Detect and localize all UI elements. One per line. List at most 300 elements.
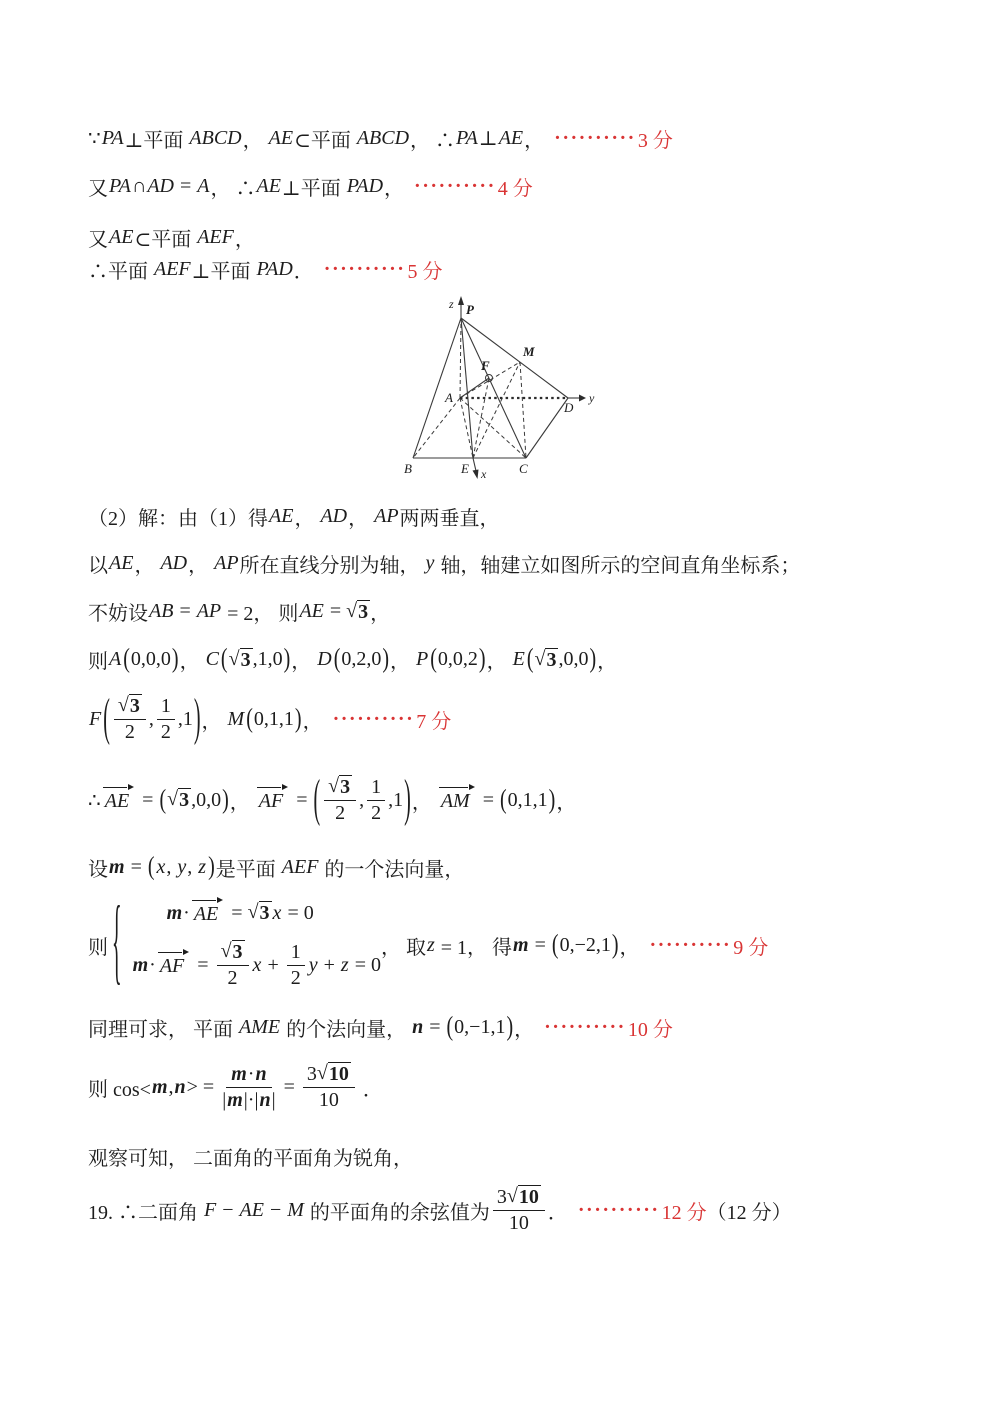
vertex-label-B: B bbox=[404, 461, 412, 476]
text-run: · bbox=[183, 901, 190, 924]
paren: ) bbox=[283, 643, 291, 674]
fraction bbox=[367, 776, 385, 825]
math-var: AP bbox=[374, 505, 399, 527]
math-var: z bbox=[426, 933, 435, 956]
text-run: ， bbox=[619, 936, 640, 959]
axis-label-z: z bbox=[449, 297, 454, 311]
paren: ( bbox=[246, 703, 253, 734]
text-run: , bbox=[166, 856, 177, 878]
text-run: = 0 bbox=[349, 953, 381, 976]
text-run: 0,0,2 bbox=[437, 648, 478, 670]
math-var: AE bbox=[256, 175, 281, 197]
math-var: AP bbox=[214, 552, 239, 574]
text-run: ⊂平面 bbox=[294, 130, 356, 152]
solution-line-11 bbox=[88, 853, 464, 882]
text-run: ∩ bbox=[131, 175, 147, 197]
fraction-numerator bbox=[324, 775, 356, 801]
text-run: 是平面 bbox=[215, 859, 281, 881]
text-run: 所在直线分别为轴， bbox=[239, 555, 425, 577]
text-run: 2 bbox=[290, 966, 301, 989]
text-run: ,1,0 bbox=[252, 648, 283, 670]
text-run: ,0,0 bbox=[558, 648, 589, 670]
paren: ( bbox=[220, 643, 228, 674]
vector-overline: AE bbox=[103, 787, 133, 813]
math-var: PA bbox=[456, 127, 478, 149]
fraction-numerator bbox=[493, 1185, 545, 1211]
paren: ( bbox=[500, 784, 507, 815]
score-mark: 12 分 bbox=[661, 1201, 707, 1224]
sqrt bbox=[317, 1062, 351, 1086]
text-run: （12 分） bbox=[706, 1201, 792, 1224]
vertex-label-E: E bbox=[461, 461, 469, 476]
paren: ) bbox=[208, 852, 215, 882]
edge-AB bbox=[413, 398, 460, 458]
paren: ) bbox=[548, 784, 556, 815]
text-run: = bbox=[174, 175, 197, 197]
axis-label-x: x bbox=[481, 467, 487, 481]
sqrt-radicand: 3 bbox=[179, 789, 190, 811]
fraction-denominator bbox=[509, 1211, 529, 1235]
fraction-numerator bbox=[217, 940, 249, 966]
paren: ) bbox=[611, 929, 619, 960]
math-var: AD bbox=[160, 552, 188, 574]
math-var: PAD bbox=[346, 175, 384, 197]
text-run: 0,1,1 bbox=[507, 788, 548, 811]
fraction-denominator bbox=[371, 801, 381, 825]
text-run: ∵ bbox=[88, 128, 101, 150]
paren: ) bbox=[506, 1011, 514, 1042]
sqrt-radicand: 3 bbox=[129, 695, 140, 717]
paren: ) bbox=[171, 643, 179, 674]
text-run: = bbox=[529, 933, 551, 956]
fraction bbox=[324, 775, 356, 825]
math-var: PA bbox=[101, 127, 124, 149]
text-run: = bbox=[424, 1016, 446, 1038]
text-run: + bbox=[318, 953, 340, 976]
text-run: ,1 bbox=[177, 707, 193, 730]
math-var: AEF bbox=[197, 226, 234, 248]
math-var: AE bbox=[109, 226, 134, 248]
math-var: ABCD bbox=[356, 127, 410, 149]
text-run: ， bbox=[302, 710, 323, 733]
sqrt-sign: √ bbox=[316, 1062, 328, 1084]
dotted-leader: ·········· bbox=[649, 933, 732, 956]
math-var: AEF bbox=[154, 258, 191, 280]
sqrt bbox=[507, 1185, 541, 1209]
fraction-numerator bbox=[114, 694, 146, 720]
sqrt bbox=[167, 788, 191, 812]
paren: ( bbox=[551, 929, 559, 960]
math-bold-var: m bbox=[151, 1075, 168, 1098]
text-run: 10 bbox=[508, 1212, 529, 1234]
text-run: ， bbox=[201, 710, 227, 733]
text-run: 10 bbox=[318, 1089, 339, 1111]
text-run: ， bbox=[486, 651, 512, 673]
text-run: ， bbox=[234, 229, 255, 251]
text-run: 则 bbox=[88, 936, 108, 959]
text-run: 1 bbox=[160, 694, 171, 717]
sqrt-sign: √ bbox=[534, 647, 546, 670]
math-var: D bbox=[317, 648, 332, 670]
paren: ( bbox=[446, 1011, 454, 1042]
sqrt bbox=[118, 694, 142, 718]
paren: ) bbox=[294, 703, 302, 734]
text-run: 1 bbox=[371, 775, 382, 798]
text-run: 2 bbox=[227, 967, 238, 989]
paren: ( bbox=[103, 689, 110, 747]
math-var: x bbox=[252, 953, 262, 976]
vertex-label-A: A bbox=[445, 390, 453, 405]
geometry-figure-svg bbox=[373, 290, 623, 490]
sqrt-sign: √ bbox=[117, 694, 129, 716]
dotted-leader: ·········· bbox=[323, 258, 406, 280]
text-run: 则 cos< bbox=[88, 1078, 151, 1101]
text-run: = 1， 得 bbox=[435, 936, 513, 959]
vertex-label-P: P bbox=[466, 302, 474, 317]
math-bold-var: m bbox=[109, 856, 125, 878]
text-run: 1 bbox=[290, 940, 301, 963]
edge-AF bbox=[460, 378, 489, 398]
system-brace: { bbox=[112, 889, 122, 996]
text-run: − bbox=[217, 1198, 239, 1221]
text-run: | bbox=[271, 1088, 276, 1111]
sqrt bbox=[229, 648, 253, 672]
text-run: ∴平面 bbox=[88, 261, 153, 283]
text-run: 2 bbox=[371, 801, 382, 824]
fraction bbox=[157, 695, 175, 744]
text-run: ， bbox=[411, 791, 437, 814]
text-run: |·| bbox=[243, 1088, 259, 1111]
paren: ) bbox=[193, 689, 201, 747]
math-var: x bbox=[156, 856, 166, 878]
text-run: ． bbox=[547, 1201, 568, 1224]
math-var: M bbox=[287, 1198, 304, 1221]
text-run: , bbox=[187, 856, 198, 878]
equation-row bbox=[166, 900, 314, 926]
text-run: = 2， 则 bbox=[222, 603, 299, 625]
figure-dashed-edges bbox=[413, 320, 526, 458]
text-run: ， ∴ bbox=[410, 130, 456, 152]
math-bold-var: m bbox=[166, 901, 183, 924]
text-run: > = bbox=[186, 1075, 220, 1098]
math-var: AE bbox=[268, 127, 294, 149]
math-var: AE bbox=[239, 1198, 264, 1221]
math-var: PA bbox=[109, 175, 131, 197]
paren: ( bbox=[159, 784, 167, 815]
text-run: 观察可知， 二面角的平面角为锐角， bbox=[88, 1148, 413, 1170]
math-bold-var: n bbox=[412, 1016, 424, 1038]
math-bold-var: m bbox=[227, 1088, 243, 1111]
dotted-leader: ·········· bbox=[544, 1016, 626, 1038]
text-run: 又 bbox=[88, 178, 108, 200]
text-run: 两两垂直， bbox=[399, 508, 500, 530]
math-bold-var: m bbox=[513, 933, 529, 956]
edge-AE bbox=[460, 398, 473, 458]
paren: ) bbox=[222, 784, 229, 815]
equation-stack bbox=[132, 900, 381, 990]
text-run: = bbox=[137, 788, 159, 811]
text-run: ， bbox=[514, 1019, 535, 1041]
paren: ) bbox=[404, 770, 411, 828]
math-var: E bbox=[512, 648, 525, 670]
x-axis bbox=[473, 458, 479, 479]
edge-BP bbox=[413, 318, 461, 458]
math-var: M bbox=[227, 707, 245, 730]
fraction bbox=[303, 1062, 355, 1112]
paren: ( bbox=[526, 643, 534, 674]
solution-line-13 bbox=[88, 1013, 673, 1042]
text-run: ， bbox=[294, 508, 320, 530]
figure-labels bbox=[404, 297, 595, 481]
text-run: = bbox=[324, 600, 347, 622]
text-run: 3 bbox=[306, 1063, 317, 1085]
fraction-denominator bbox=[161, 720, 171, 744]
text-run: = bbox=[226, 901, 248, 924]
edge-MC bbox=[520, 362, 526, 458]
paren: ( bbox=[123, 643, 130, 674]
math-var: PAD bbox=[256, 258, 293, 280]
text-run: ， bbox=[348, 508, 374, 530]
text-run: 轴，轴建立如图所示的空间直角坐标系； bbox=[435, 555, 801, 577]
text-run: ， bbox=[229, 791, 255, 814]
math-var: AE bbox=[269, 505, 294, 527]
text-run: 19. ∴二面角 bbox=[88, 1201, 203, 1224]
text-run: = bbox=[477, 788, 499, 811]
text-run: ， bbox=[524, 130, 545, 152]
vertex-label-M: M bbox=[523, 344, 535, 359]
figure-solid-edges bbox=[413, 318, 568, 458]
text-run: ⊥平面 bbox=[124, 130, 189, 152]
sqrt-radicand: 3 bbox=[232, 941, 243, 963]
math-var: AE bbox=[299, 600, 324, 622]
score-mark: 10 分 bbox=[627, 1019, 673, 1041]
sqrt bbox=[328, 775, 352, 799]
fraction-numerator bbox=[367, 776, 385, 801]
score-mark: 4 分 bbox=[497, 178, 533, 200]
text-run: ， bbox=[390, 651, 416, 673]
text-run: 则 bbox=[88, 651, 108, 673]
text-run: ， bbox=[188, 555, 214, 577]
sqrt-radicand: 3 bbox=[358, 600, 369, 623]
text-run: ， bbox=[242, 130, 268, 152]
axis-label-y: y bbox=[589, 391, 595, 405]
sqrt-sign: √ bbox=[346, 599, 358, 622]
text-run: , bbox=[168, 1075, 174, 1098]
math-var: C bbox=[205, 648, 219, 670]
math-var: y bbox=[177, 856, 187, 878]
paren: ) bbox=[382, 643, 390, 674]
geometry-figure bbox=[373, 290, 623, 490]
text-run: = bbox=[278, 1075, 300, 1098]
math-var: F bbox=[204, 1198, 217, 1221]
sqrt-radicand: 10 bbox=[518, 1186, 539, 1208]
math-var: AE bbox=[109, 552, 134, 574]
text-run: = bbox=[125, 856, 147, 878]
fraction bbox=[217, 940, 249, 990]
text-run: 2 bbox=[124, 721, 135, 743]
vector-overline: AF bbox=[257, 787, 287, 813]
score-mark: 7 分 bbox=[416, 710, 452, 733]
math-var: A bbox=[109, 648, 122, 670]
sqrt-radicand: 3 bbox=[259, 902, 270, 924]
text-run: ． bbox=[293, 261, 314, 283]
text-run: = bbox=[174, 600, 196, 622]
math-bold-var: n bbox=[259, 1088, 271, 1111]
math-var: AEF bbox=[281, 856, 319, 878]
dotted-leader: ·········· bbox=[554, 127, 636, 149]
vertex-label-F: F bbox=[481, 358, 490, 373]
text-run: ， bbox=[384, 178, 405, 200]
text-run: （2）解：由（1）得 bbox=[88, 508, 268, 530]
sqrt-sign: √ bbox=[247, 901, 259, 923]
text-run: 不妨设 bbox=[88, 603, 148, 625]
vector-overline: AM bbox=[439, 787, 474, 813]
math-var: z bbox=[198, 856, 207, 878]
sqrt bbox=[346, 600, 370, 624]
sqrt-sign: √ bbox=[220, 940, 232, 962]
fraction-denominator bbox=[228, 966, 238, 990]
text-run: ,0,0 bbox=[191, 788, 222, 811]
math-var: AME bbox=[239, 1016, 281, 1038]
fraction-denominator bbox=[319, 1088, 339, 1112]
math-var: F bbox=[89, 707, 102, 730]
fraction bbox=[493, 1185, 545, 1235]
paren: ( bbox=[333, 643, 341, 674]
z-axis-arrow bbox=[458, 296, 464, 305]
text-run: ， bbox=[291, 651, 317, 673]
fraction-denominator bbox=[335, 801, 345, 825]
text-run: ， ∴ bbox=[210, 178, 256, 200]
sqrt-sign: √ bbox=[167, 788, 179, 810]
text-run: ， bbox=[179, 651, 205, 673]
dotted-leader: ·········· bbox=[414, 175, 496, 197]
edge-AP bbox=[460, 320, 461, 398]
text-run: ， bbox=[134, 555, 160, 577]
solution-line-16 bbox=[88, 1185, 792, 1235]
solution-line-12 bbox=[88, 889, 769, 996]
text-run: , bbox=[359, 788, 365, 811]
sqrt bbox=[534, 648, 558, 672]
text-run: 设 bbox=[88, 859, 108, 881]
dotted-leader: ·········· bbox=[332, 707, 415, 730]
math-var: y bbox=[308, 953, 318, 976]
solution-line-2 bbox=[88, 172, 533, 201]
math-var: x bbox=[272, 901, 282, 924]
vector-overline: AF bbox=[158, 952, 188, 978]
text-run: = bbox=[291, 788, 313, 811]
paren: ( bbox=[147, 852, 155, 882]
math-var: AP bbox=[196, 600, 222, 622]
math-bold-var: m bbox=[132, 953, 149, 976]
sqrt-sign: √ bbox=[328, 775, 340, 797]
math-bold-var: n bbox=[255, 1062, 267, 1085]
solution-line-5 bbox=[88, 502, 500, 531]
text-run: 3 bbox=[496, 1186, 507, 1208]
z-axis bbox=[458, 296, 464, 318]
text-run: ⊥平面 bbox=[281, 178, 346, 200]
math-var: A bbox=[197, 175, 210, 197]
fraction-numerator bbox=[157, 695, 175, 720]
text-run: 又 bbox=[88, 229, 108, 251]
fraction-numerator bbox=[226, 1063, 271, 1088]
text-run: ∴ bbox=[88, 789, 101, 812]
sqrt-radicand: 3 bbox=[340, 776, 351, 798]
vertex-label-D: D bbox=[564, 400, 574, 415]
text-run: · bbox=[247, 1062, 255, 1085]
dotted-leader: ·········· bbox=[577, 1198, 660, 1221]
edge-EF bbox=[473, 378, 489, 458]
text-run: 0,0,0 bbox=[130, 648, 171, 670]
solution-line-9 bbox=[88, 689, 452, 747]
text-run: , bbox=[148, 707, 154, 730]
text-run: ⊥平面 bbox=[191, 261, 256, 283]
solution-line-6 bbox=[88, 549, 800, 578]
solution-line-3 bbox=[88, 223, 255, 252]
score-mark: 5 分 bbox=[407, 261, 443, 283]
math-bold-var: m bbox=[231, 1062, 247, 1085]
text-run: ⊂平面 bbox=[134, 229, 197, 251]
score-mark: 3 分 bbox=[637, 130, 673, 152]
fraction bbox=[114, 694, 146, 744]
sqrt-radicand: 3 bbox=[240, 648, 251, 671]
fraction-denominator bbox=[222, 1088, 275, 1112]
math-var: ABCD bbox=[189, 127, 242, 149]
text-run: ， bbox=[597, 651, 618, 673]
text-run: 0,−2,1 bbox=[559, 933, 611, 956]
text-run: 0,−1,1 bbox=[454, 1016, 506, 1038]
fraction-denominator bbox=[291, 966, 301, 990]
text-run: ,1 bbox=[388, 788, 404, 811]
paren: ) bbox=[478, 643, 486, 674]
math-var: AE bbox=[498, 127, 524, 149]
text-run: 2 bbox=[160, 720, 171, 743]
text-run: | bbox=[222, 1088, 227, 1111]
text-run: 同理可求， 平面 bbox=[88, 1019, 238, 1041]
math-var: AD bbox=[147, 175, 174, 197]
edge-CD bbox=[526, 398, 568, 458]
text-run: ， bbox=[370, 603, 391, 625]
text-run: ， 取 bbox=[380, 936, 426, 959]
text-run: · bbox=[149, 953, 156, 976]
text-run: 2 bbox=[335, 802, 346, 824]
solution-line-7 bbox=[88, 597, 390, 626]
math-var: y bbox=[425, 552, 435, 574]
text-run: − bbox=[264, 1198, 287, 1221]
text-run: 的个法向量， bbox=[281, 1019, 412, 1041]
fraction-denominator bbox=[125, 720, 135, 744]
text-run: = 0 bbox=[282, 901, 314, 924]
solution-line-4 bbox=[88, 255, 442, 284]
math-bold-var: n bbox=[174, 1075, 186, 1098]
paren: ( bbox=[313, 770, 321, 828]
text-run: 的平面角的余弦值为 bbox=[304, 1201, 490, 1224]
sqrt bbox=[248, 901, 272, 925]
math-var: P bbox=[416, 648, 429, 670]
solution-line-10 bbox=[88, 770, 577, 828]
sqrt-sign: √ bbox=[228, 647, 240, 670]
sqrt-sign: √ bbox=[506, 1185, 518, 1207]
text-run: 以 bbox=[88, 555, 108, 577]
fraction-numerator bbox=[303, 1062, 355, 1088]
x-axis-arrow bbox=[473, 470, 479, 480]
equation-row bbox=[132, 940, 381, 990]
paren: ) bbox=[589, 643, 597, 674]
text-run: 0,2,0 bbox=[341, 648, 382, 670]
text-run: ⊥ bbox=[478, 128, 498, 150]
math-var: AD bbox=[320, 505, 348, 527]
solution-line-15 bbox=[88, 1142, 413, 1171]
vertex-label-C: C bbox=[519, 461, 528, 476]
